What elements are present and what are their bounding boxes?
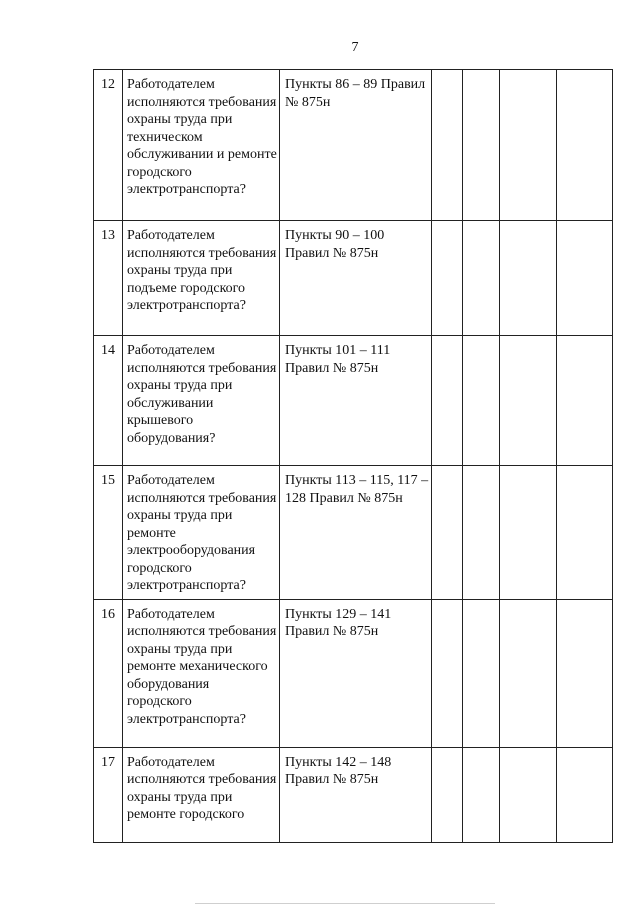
page-number: 7	[351, 40, 359, 55]
table-row	[94, 70, 613, 221]
note-cell[interactable]	[557, 466, 613, 600]
question-cell: Работодателем исполняются требования охраны труда при подъеме городского электротранспорта?	[123, 221, 280, 336]
reference-cell: Пункты 129 – 141 Правил № 875н	[280, 599, 432, 747]
reference-cell: Пункты 101 – 111 Правил № 875н	[280, 336, 432, 466]
row-number: 16	[94, 599, 123, 747]
not-applicable-cell[interactable]	[500, 336, 557, 466]
row-number: 17	[94, 747, 123, 842]
note-cell[interactable]	[557, 599, 613, 747]
answer-yes-cell[interactable]	[432, 466, 463, 600]
table-row	[94, 336, 613, 466]
reference-cell: Пункты 90 – 100 Правил № 875н	[280, 221, 432, 336]
question-cell: Работодателем исполняются требования охраны труда при ремонте электрооборудования городского электротранспорта?	[123, 466, 280, 600]
reference-cell: Пункты 142 – 148 Правил № 875н	[280, 747, 432, 842]
row-number: 13	[94, 221, 123, 336]
answer-yes-cell[interactable]	[432, 336, 463, 466]
not-applicable-cell[interactable]	[500, 599, 557, 747]
note-cell[interactable]	[557, 747, 613, 842]
answer-no-cell[interactable]	[463, 221, 500, 336]
answer-no-cell[interactable]	[463, 466, 500, 600]
question-cell: Работодателем исполняются требования охраны труда при ремонте механического оборудования городского электротранспорта?	[123, 599, 280, 747]
answer-no-cell[interactable]	[463, 747, 500, 842]
table-row	[94, 466, 613, 600]
not-applicable-cell[interactable]	[500, 221, 557, 336]
checklist-table	[93, 69, 613, 843]
not-applicable-cell[interactable]	[500, 747, 557, 842]
row-number: 12	[94, 70, 123, 221]
table-row	[94, 599, 613, 747]
note-cell[interactable]	[557, 221, 613, 336]
not-applicable-cell[interactable]	[500, 70, 557, 221]
table-row	[94, 747, 613, 842]
row-number: 14	[94, 336, 123, 466]
answer-no-cell[interactable]	[463, 336, 500, 466]
not-applicable-cell[interactable]	[500, 466, 557, 600]
answer-yes-cell[interactable]	[432, 747, 463, 842]
answer-yes-cell[interactable]	[432, 221, 463, 336]
row-number: 15	[94, 466, 123, 600]
note-cell[interactable]	[557, 70, 613, 221]
answer-no-cell[interactable]	[463, 599, 500, 747]
question-cell: Работодателем исполняются требования охраны труда при техническом обслуживании и ремонте городского электротранспорта?	[123, 70, 280, 221]
table-row	[94, 221, 613, 336]
reference-cell: Пункты 86 – 89 Правил № 875н	[280, 70, 432, 221]
answer-no-cell[interactable]	[463, 70, 500, 221]
answer-yes-cell[interactable]	[432, 599, 463, 747]
question-cell: Работодателем исполняются требования охраны труда при ремонте городского	[123, 747, 280, 842]
answer-yes-cell[interactable]	[432, 70, 463, 221]
note-cell[interactable]	[557, 336, 613, 466]
reference-cell: Пункты 113 – 115, 117 – 128 Правил № 875н	[280, 466, 432, 600]
page-bottom-rule	[195, 903, 495, 904]
question-cell: Работодателем исполняются требования охраны труда при обслуживании крышевого оборудования?	[123, 336, 280, 466]
